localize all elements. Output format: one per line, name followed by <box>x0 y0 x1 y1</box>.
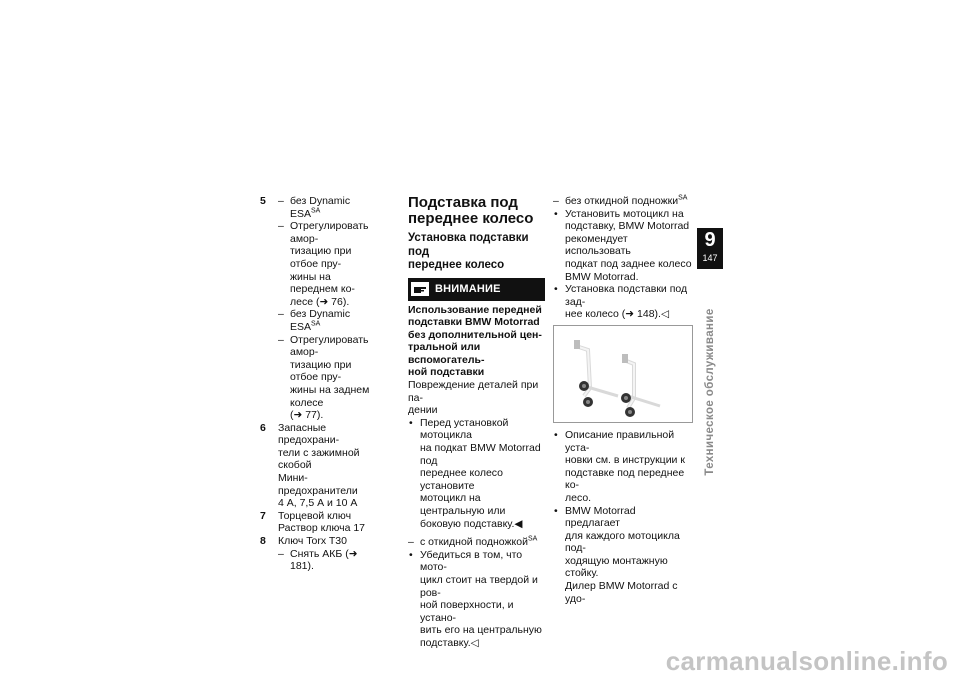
list-item: • Убедиться в том, что мото- цикл стоит на твердой и ров- ной поверхности, и устано- вить его на центральную подставку.◁ <box>408 549 545 650</box>
list-item: • Перед установкой мотоцикла на подкат BMW Motorrad под переднее колесо установите мотоцикл на центральную или боковую подставку.◀ <box>408 417 545 530</box>
watermark: carmanualsonline.info <box>665 646 948 676</box>
condition: – без откидной подножки$^{SA}$ <box>553 195 693 208</box>
chapter-number: 9 <box>704 229 716 251</box>
instruction: – Отрегулировать амор- тизацию при отбое пру- жины на переднем ко- лесе (➜ 76). <box>278 220 378 308</box>
sa-marker: SA <box>678 194 688 202</box>
page-reference[interactable]: нее колесо (➜ 148).◁ <box>565 308 670 321</box>
warning-banner <box>408 278 545 301</box>
page-number: 147 <box>702 253 718 263</box>
sa-marker: SA <box>311 320 321 328</box>
warning-icon <box>411 282 429 296</box>
instruction: – Отрегулировать амор- тизацию при отбое пру- жины на заднем колесе (➜ 77). <box>278 334 378 422</box>
step-7: 7 Торцевой ключ Раствор ключа 17 <box>260 509 365 535</box>
page-reference[interactable]: (➜ 77). <box>290 409 324 422</box>
sa-marker: SA <box>527 535 538 543</box>
chapter-title-vertical: Техническое обслуживание <box>704 308 716 476</box>
warning-consequence: Повреждение деталей при па- дении <box>408 379 539 417</box>
step-number: 7 <box>260 509 266 522</box>
step-8: 8 Ключ Torx T30 – Снять АКБ (➜ 181). <box>260 535 378 573</box>
step-5 <box>260 195 378 422</box>
page-reference[interactable]: – Снять АКБ (➜ 181). <box>278 548 378 573</box>
list-item: • Описание правильной уста- новки см. в инструкции к подставке под переднее ко- лесо. <box>553 429 693 505</box>
step-number: 8 <box>260 535 266 548</box>
step-6: 6 Запасные предохрани- тели с зажимной скобой Мини-предохранители 4 А, 7,5 А и 10 А <box>260 421 360 510</box>
warning-title: ВНИМАНИЕ <box>435 282 501 295</box>
condition-text: без Dynamic ESA <box>290 195 351 220</box>
warning-subject: Использование передней подставки BMW Motorrad без дополнительной цен- тральной или вспомогатель- ной подставки <box>408 303 542 379</box>
hand-warning-icon <box>413 284 427 295</box>
list-item: • BMW Motorrad предлагает для каждого мотоцикла под- ходящую монтажную стойку. Дилер BMW Motorrad с удо- <box>553 505 693 606</box>
subsection-heading: Установка подставки под переднее колесо <box>408 232 529 271</box>
section-heading: Подставка под переднее колесо <box>408 194 534 227</box>
column-left <box>260 195 378 573</box>
condition: – с откидной подножкой$^{SA}$ <box>408 536 545 549</box>
step-number: 6 <box>260 421 266 434</box>
list-item: • Установка подставки под зад- нее колесо (➜ 148).◁ <box>553 283 693 321</box>
condition-text: без Dynamic ESA <box>290 308 351 333</box>
paddock-stand-illustration <box>554 326 692 422</box>
column-right <box>553 195 693 605</box>
chapter-tab <box>697 228 723 269</box>
front-wheel-stand-image <box>553 325 693 423</box>
page-reference[interactable]: лесе (➜ 76). <box>290 295 350 308</box>
step-number: 5 <box>260 195 266 207</box>
list-item: • Установить мотоцикл на подставку, BMW Motorrad рекомендует использовать подкат под заднее колесо BMW Motorrad. <box>553 208 693 284</box>
column-middle <box>408 195 545 650</box>
sa-marker: SA <box>311 207 321 215</box>
